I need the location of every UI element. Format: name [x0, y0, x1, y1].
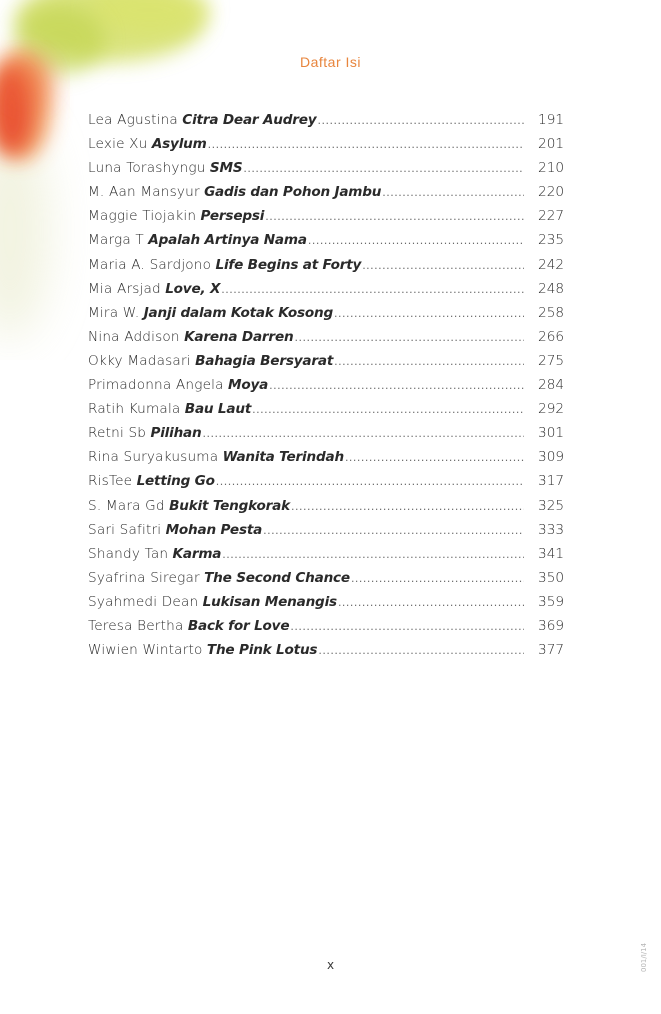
toc-page-number: 350	[538, 569, 564, 586]
leader-dots	[334, 350, 524, 374]
toc-entry	[88, 325, 564, 349]
toc-author: Teresa Bertha	[88, 617, 184, 634]
toc-page-number: 317	[538, 473, 564, 490]
leader-dots	[222, 543, 524, 567]
toc-story-title: Back for Love	[187, 617, 290, 634]
toc-page-number: 333	[538, 521, 564, 538]
toc-story-title: Love, X	[165, 280, 221, 297]
leader-dots	[351, 567, 524, 591]
toc-page-number: 201	[538, 136, 564, 153]
toc-entry	[88, 301, 564, 325]
toc-story-title: Letting Go	[136, 473, 215, 490]
toc-story-title: Asylum	[151, 136, 207, 153]
leader-dots	[265, 205, 524, 229]
toc-story-title: Bau Laut	[184, 401, 252, 418]
toc-page-number: 235	[538, 232, 564, 249]
toc-author: Luna Torashyngu	[88, 160, 206, 177]
toc-page-number: 210	[538, 160, 564, 177]
toc-author: Mira W.	[88, 304, 140, 321]
toc-author: M. Aan Mansyur	[88, 184, 200, 201]
toc-story-title: Bahagia Bersyarat	[195, 352, 334, 369]
toc-page-number: 292	[538, 401, 564, 418]
toc-author: Mia Arsjad	[88, 280, 161, 297]
leader-dots	[345, 446, 524, 470]
toc-page-number: 301	[538, 425, 564, 442]
toc-page-number: 248	[538, 280, 564, 297]
toc-entry	[88, 349, 564, 373]
leader-dots	[362, 254, 524, 278]
toc-page-number: 341	[538, 545, 564, 562]
toc-page-number: 227	[538, 208, 564, 225]
toc-story-title: Gadis dan Pohon Jambu	[204, 184, 382, 201]
toc-entry	[88, 132, 564, 156]
toc-entry	[88, 494, 564, 518]
toc-author: Syahmedi Dean	[88, 593, 199, 610]
toc-entry	[88, 180, 564, 204]
leader-dots	[290, 615, 524, 639]
leader-dots	[203, 422, 524, 446]
leader-dots	[294, 326, 524, 350]
toc-story-title: Mohan Pesta	[165, 521, 263, 538]
toc-page-number: 266	[538, 328, 564, 345]
toc-page-number: 284	[538, 377, 564, 394]
toc-page-number: 309	[538, 449, 564, 466]
toc-author: Primadonna Angela	[88, 377, 224, 394]
toc-author: Syafrina Siregar	[88, 569, 200, 586]
toc-author: Lea Agustina	[88, 112, 178, 128]
toc-page-number: 359	[538, 593, 564, 610]
toc-entry	[88, 108, 564, 132]
toc-page-number: 275	[538, 352, 564, 369]
leader-dots	[334, 302, 524, 326]
leader-dots	[338, 591, 524, 615]
leader-dots	[291, 495, 524, 519]
toc-page-number: 325	[538, 497, 564, 514]
toc-author: Nina Addison	[88, 328, 180, 345]
toc-author: Maria A. Sardjono	[88, 256, 212, 273]
toc-story-title: Life Begins at Forty	[215, 256, 362, 273]
toc-author: Retni Sb	[88, 425, 147, 442]
print-code: 001/I/14	[640, 942, 648, 972]
toc-story-title: Bukit Tengkorak	[169, 497, 290, 514]
toc-author: Okky Madasari	[88, 352, 191, 369]
toc-entry	[88, 253, 564, 277]
leader-dots	[208, 133, 524, 157]
toc-entry	[88, 204, 564, 228]
toc-page-number: 242	[538, 256, 564, 273]
toc-author: Rina Suryakusuma	[88, 449, 219, 466]
toc-author: Lexie Xu	[88, 136, 148, 153]
leader-dots	[308, 229, 524, 253]
toc-entry	[88, 542, 564, 566]
toc-author: RisTee	[88, 473, 133, 490]
toc-story-title: Citra Dear Audrey	[182, 112, 317, 128]
toc-story-title: Pilihan	[150, 425, 202, 442]
toc-story-title: SMS	[209, 160, 243, 177]
leader-dots	[382, 181, 524, 205]
toc-entry	[88, 228, 564, 252]
toc-story-title: The Second Chance	[204, 569, 350, 586]
leader-dots	[317, 109, 524, 133]
toc-entry	[88, 156, 564, 180]
toc-story-title: The Pink Lotus	[206, 642, 318, 659]
toc-story-title: Persepsi	[200, 208, 265, 225]
toc-page-number: 258	[538, 304, 564, 321]
toc-entry	[88, 566, 564, 590]
toc-entry	[88, 638, 564, 662]
toc-entry	[88, 277, 564, 301]
toc-author: Ratih Kumala	[88, 401, 181, 418]
leader-dots	[252, 398, 524, 422]
toc-author: Maggie Tiojakin	[88, 208, 197, 225]
toc-entry	[88, 445, 564, 469]
toc-page-number: 369	[538, 617, 564, 634]
toc-story-title: Karena Darren	[184, 328, 294, 345]
section-title: Daftar Isi	[299, 54, 361, 70]
toc-entry	[88, 469, 564, 493]
leader-dots	[243, 157, 524, 181]
leader-dots	[221, 278, 524, 302]
toc-story-title: Janji dalam Kotak Kosong	[143, 304, 334, 321]
toc-entry	[88, 397, 564, 421]
toc-entry	[88, 373, 564, 397]
leader-dots	[269, 374, 524, 398]
toc-page-number: 377	[538, 642, 564, 659]
toc-entry	[88, 421, 564, 445]
toc-author: Sari Safitri	[88, 521, 162, 538]
toc-story-title: Lukisan Menangis	[202, 593, 337, 610]
toc-entry	[88, 614, 564, 638]
leader-dots	[263, 519, 524, 543]
toc-story-title: Apalah Artinya Nama	[148, 232, 307, 249]
toc-author: Marga T	[88, 232, 144, 249]
toc-page-number: 220	[538, 184, 564, 201]
toc-author: Wiwien Wintarto	[88, 642, 203, 659]
toc-author: S. Mara Gd	[88, 497, 165, 514]
leader-dots	[318, 639, 524, 663]
toc-page-number: 191	[538, 112, 564, 128]
table-of-contents	[88, 108, 564, 662]
toc-story-title: Moya	[228, 377, 269, 394]
page-number: x	[326, 958, 335, 972]
toc-story-title: Karma	[172, 545, 222, 562]
toc-entry	[88, 518, 564, 542]
toc-entry	[88, 590, 564, 614]
leader-dots	[216, 470, 524, 494]
toc-author: Shandy Tan	[88, 545, 169, 562]
toc-story-title: Wanita Terindah	[222, 449, 344, 466]
